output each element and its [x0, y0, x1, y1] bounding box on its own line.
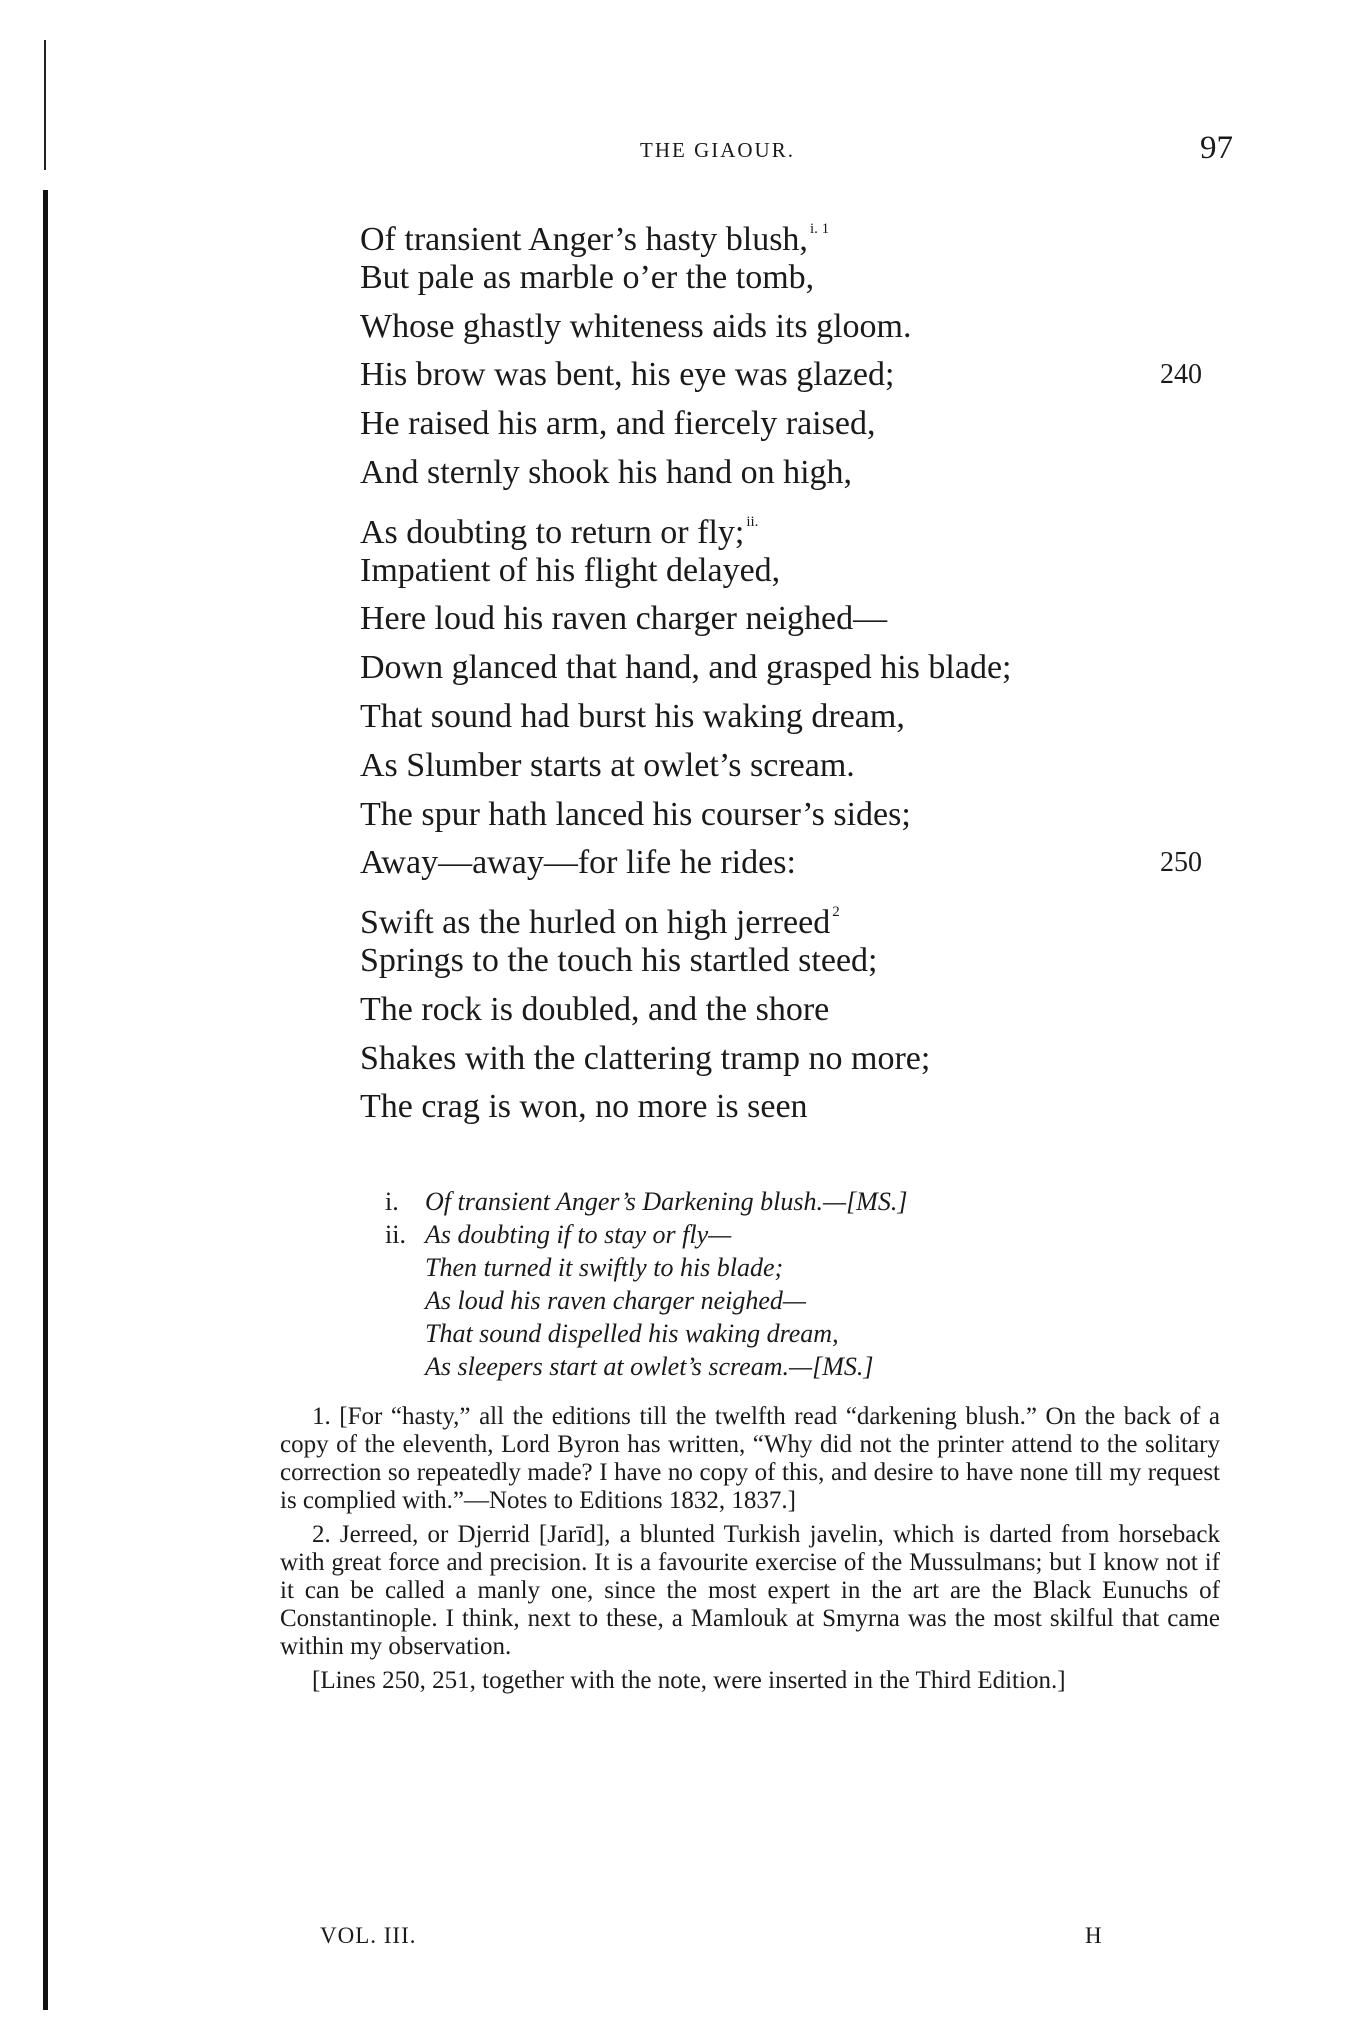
variant-line: As sleepers start at owlet’s scream.—[MS.] — [425, 1352, 874, 1381]
verse-line — [360, 547, 1240, 596]
verse-text: But pale as marble o’er the tomb, — [360, 258, 815, 296]
verse-text: That sound had burst his waking dream, — [360, 697, 905, 735]
verse-line — [360, 449, 1240, 498]
verse-line — [360, 498, 1240, 551]
verse-text: As Slumber starts at owlet’s scream. — [360, 746, 855, 784]
variant-line: That sound dispelled his waking dream, — [425, 1319, 839, 1348]
binding-edge — [40, 30, 50, 2015]
variant-lines — [425, 1218, 1165, 1383]
verse-text: His brow was bent, his eye was glazed; — [360, 356, 895, 394]
volume-label: VOL. III. — [320, 1923, 417, 1948]
verse-text: Down glanced that hand, and grasped his blade; — [360, 649, 1012, 687]
variant-lines — [425, 1185, 1165, 1218]
line-number: 250 — [1160, 847, 1202, 879]
note-reference: i. 1 — [809, 221, 830, 237]
verse-text: Away—away—for life he rides: — [360, 844, 796, 882]
verse-line — [360, 742, 1240, 791]
variant-line: Of transient Anger’s Darkening blush.—[MS.] — [425, 1187, 908, 1216]
verse-line — [360, 595, 1240, 644]
verse-line — [360, 644, 1240, 693]
verse-line — [360, 303, 1240, 352]
verse-text: The spur hath lanced his courser’s sides; — [360, 795, 911, 833]
verse-line — [360, 839, 1240, 888]
note-reference: 2 — [832, 904, 840, 921]
verse-text: Here loud his raven charger neighed— — [360, 600, 888, 638]
verse-line — [360, 791, 1240, 840]
verse-text: Swift as the hurled on high jerreed — [360, 904, 831, 942]
page-number: 97 — [1200, 130, 1233, 166]
verse-text: Shakes with the clattering tramp no more; — [360, 1039, 931, 1077]
variant-reading — [385, 1218, 1165, 1383]
signature-mark: H — [1085, 1923, 1102, 1948]
verse-text: Impatient of his flight delayed, — [360, 551, 781, 589]
line-number: 240 — [1160, 359, 1202, 391]
variant-line: As doubting if to stay or fly— — [425, 1220, 732, 1249]
verse-line — [360, 888, 1240, 942]
verse-text: The crag is won, no more is seen — [360, 1088, 808, 1126]
verse-text: Springs to the touch his startled steed; — [360, 941, 878, 979]
binding-rule-thin — [44, 40, 46, 170]
footnote: [Lines 250, 251, together with the note, were inserted in the Third Edition.] — [312, 1667, 1066, 1694]
verse-text: As doubting to return or fly; — [360, 513, 745, 551]
running-title: THE GIAOUR. — [640, 138, 795, 162]
verse-line — [360, 937, 1240, 986]
verse-line — [360, 351, 1240, 400]
variant-reading — [385, 1185, 1165, 1218]
verse-line — [360, 1083, 1240, 1132]
variant-number: i. — [385, 1187, 399, 1216]
verse-line — [360, 1035, 1240, 1084]
verse-text: Whose ghastly whiteness aids its gloom. — [360, 307, 912, 345]
variant-number: ii. — [385, 1220, 406, 1249]
verse-text: Of transient Anger’s hasty blush, — [360, 221, 808, 258]
verse-line — [360, 400, 1240, 449]
verse-line — [360, 986, 1240, 1035]
verse-line — [360, 693, 1240, 742]
verse-text: And sternly shook his hand on high, — [360, 453, 853, 491]
verse-line — [360, 205, 1240, 258]
verse-text: He raised his arm, and fiercely raised, — [360, 405, 876, 443]
note-reference: ii. — [746, 513, 759, 530]
footnote: 1. [For “hasty,” all the editions till the twelfth read “darkening blush.” On the back of a copy of the eleventh, Lord Byron has written, “Why did not the printer attend to the solitary correction so repeatedly made? I have no copy of this, and desire to have none till my request is complied with.”—Notes to Editions 1832, 1837.] — [280, 1403, 1220, 1514]
variant-line: Then turned it swiftly to his blade; — [425, 1253, 784, 1282]
verse-line — [360, 254, 1240, 303]
binding-rule-thick — [43, 190, 48, 2010]
variant-line: As loud his raven charger neighed— — [425, 1286, 807, 1315]
variant-readings — [385, 1185, 1165, 1383]
footnote: 2. Jerreed, or Djerrid [Jarīd], a blunted Turkish javelin, which is darted from horseback with great force and precision. It is a favourite exercise of the Mussulmans; but I know not if it can be called a manly one, since the most expert in the art are the Black Eunuchs of Constantinople. I think, next to these, a Mamlouk at Smyrna was the most skilful that came within my observation. — [280, 1521, 1220, 1660]
poem-body — [360, 205, 1240, 1132]
footnotes — [280, 1403, 1220, 1701]
verse-text: The rock is doubled, and the shore — [360, 990, 830, 1028]
